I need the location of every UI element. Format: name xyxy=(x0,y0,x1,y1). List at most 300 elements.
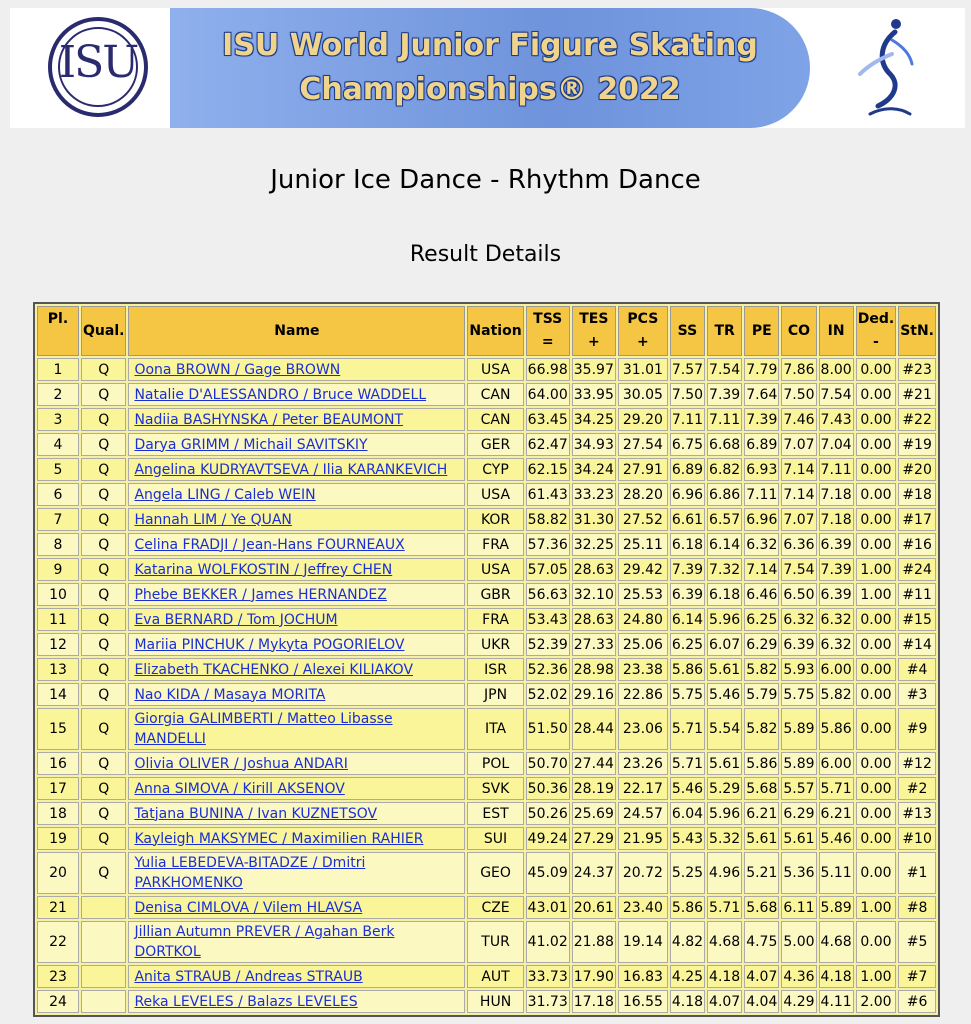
skater-link[interactable]: Natalie D'ALESSANDRO / Bruce WADDELL xyxy=(134,386,427,403)
co-cell: 6.50 xyxy=(781,583,816,606)
tes-cell: 28.19 xyxy=(572,777,616,800)
name-cell xyxy=(128,852,465,894)
place-cell: 16 xyxy=(37,752,79,775)
skater-link[interactable]: Elizabeth TKACHENKO / Alexei KILIAKOV xyxy=(134,661,414,678)
name-cell xyxy=(128,358,465,381)
name-cell xyxy=(128,965,465,988)
pe-cell: 4.04 xyxy=(744,990,779,1013)
ss-cell: 7.39 xyxy=(670,558,705,581)
pe-cell: 6.46 xyxy=(744,583,779,606)
tes-cell: 28.44 xyxy=(572,708,616,750)
tes-cell: 35.97 xyxy=(572,358,616,381)
tss-cell: 52.36 xyxy=(526,658,570,681)
qual-cell: Q xyxy=(81,383,126,406)
stn-cell: #17 xyxy=(898,508,936,531)
co-cell: 7.46 xyxy=(781,408,816,431)
pcs-cell: 27.52 xyxy=(618,508,668,531)
co-cell: 6.32 xyxy=(781,608,816,631)
col-tes-symbol: + xyxy=(587,334,600,350)
tr-cell: 5.61 xyxy=(707,752,742,775)
tr-cell: 4.96 xyxy=(707,852,742,894)
tr-cell: 6.82 xyxy=(707,458,742,481)
col-in xyxy=(819,306,854,356)
ss-cell: 6.61 xyxy=(670,508,705,531)
skater-link[interactable]: Oona BROWN / Gage BROWN xyxy=(134,361,341,378)
place-cell: 3 xyxy=(37,408,79,431)
col-in-label: IN xyxy=(827,322,845,339)
place-cell: 5 xyxy=(37,458,79,481)
place-cell: 17 xyxy=(37,777,79,800)
col-tes xyxy=(572,306,616,356)
name-cell xyxy=(128,921,465,963)
name-cell xyxy=(128,433,465,456)
name-cell xyxy=(128,708,465,750)
ded-cell: 0.00 xyxy=(856,777,896,800)
skater-link[interactable]: Denisa CIMLOVA / Vilem HLAVSA xyxy=(134,899,363,916)
in-cell: 5.46 xyxy=(819,827,854,850)
ded-cell: 0.00 xyxy=(856,408,896,431)
co-cell: 7.14 xyxy=(781,458,816,481)
table-row xyxy=(37,827,936,850)
stn-cell: #8 xyxy=(898,896,936,919)
ded-cell: 0.00 xyxy=(856,358,896,381)
nation-cell: SUI xyxy=(467,827,523,850)
pe-cell: 6.25 xyxy=(744,608,779,631)
tr-cell: 6.86 xyxy=(707,483,742,506)
name-cell xyxy=(128,608,465,631)
tr-cell: 6.07 xyxy=(707,633,742,656)
tr-cell: 4.68 xyxy=(707,921,742,963)
co-cell: 7.50 xyxy=(781,383,816,406)
skater-link[interactable]: Angelina KUDRYAVTSEVA / Ilia KARANKEVICH xyxy=(134,461,448,478)
pe-cell: 6.29 xyxy=(744,633,779,656)
col-pcs xyxy=(618,306,668,356)
pcs-cell: 28.20 xyxy=(618,483,668,506)
pe-cell: 7.39 xyxy=(744,408,779,431)
col-co xyxy=(781,306,816,356)
ss-cell: 5.43 xyxy=(670,827,705,850)
col-qual xyxy=(81,306,126,356)
tr-cell: 5.71 xyxy=(707,896,742,919)
ss-cell: 4.25 xyxy=(670,965,705,988)
pcs-cell: 22.17 xyxy=(618,777,668,800)
skater-link[interactable]: Tatjana BUNINA / Ivan KUZNETSOV xyxy=(134,805,378,822)
skater-link[interactable]: Olivia OLIVER / Joshua ANDARI xyxy=(134,755,348,772)
nation-cell: SVK xyxy=(467,777,523,800)
co-cell: 5.61 xyxy=(781,827,816,850)
pe-cell: 4.75 xyxy=(744,921,779,963)
tss-cell: 45.09 xyxy=(526,852,570,894)
qual-cell: Q xyxy=(81,658,126,681)
col-nation-label: Nation xyxy=(469,322,522,339)
nation-cell: GEO xyxy=(467,852,523,894)
ded-cell: 0.00 xyxy=(856,433,896,456)
skater-link[interactable]: Anna SIMOVA / Kirill AKSENOV xyxy=(134,780,345,797)
results-body xyxy=(37,358,936,1013)
in-cell: 7.11 xyxy=(819,458,854,481)
tr-cell: 5.96 xyxy=(707,802,742,825)
table-row xyxy=(37,896,936,919)
ss-cell: 6.04 xyxy=(670,802,705,825)
pcs-cell: 22.86 xyxy=(618,683,668,706)
tes-cell: 24.37 xyxy=(572,852,616,894)
nation-cell: EST xyxy=(467,802,523,825)
qual-cell: Q xyxy=(81,558,126,581)
ss-cell: 5.75 xyxy=(670,683,705,706)
co-cell: 7.07 xyxy=(781,508,816,531)
skater-link[interactable]: Hannah LIM / Ye QUAN xyxy=(134,511,292,528)
ded-cell: 1.00 xyxy=(856,558,896,581)
name-cell xyxy=(128,827,465,850)
stn-cell: #2 xyxy=(898,777,936,800)
nation-cell: GBR xyxy=(467,583,523,606)
col-stn xyxy=(898,306,936,356)
nation-cell: JPN xyxy=(467,683,523,706)
ded-cell: 2.00 xyxy=(856,990,896,1013)
skater-link[interactable]: Katarina WOLFKOSTIN / Jeffrey CHEN xyxy=(134,561,393,578)
table-header-row xyxy=(37,306,936,356)
tr-cell: 6.18 xyxy=(707,583,742,606)
ss-cell: 6.89 xyxy=(670,458,705,481)
col-nation xyxy=(467,306,523,356)
tes-cell: 27.33 xyxy=(572,633,616,656)
tes-cell: 28.63 xyxy=(572,558,616,581)
pcs-cell: 25.11 xyxy=(618,533,668,556)
place-cell: 11 xyxy=(37,608,79,631)
nation-cell: FRA xyxy=(467,608,523,631)
ss-cell: 5.86 xyxy=(670,658,705,681)
col-co-label: CO xyxy=(787,322,811,339)
stn-cell: #19 xyxy=(898,433,936,456)
qual-cell: Q xyxy=(81,458,126,481)
tss-cell: 53.43 xyxy=(526,608,570,631)
skater-link[interactable]: Giorgia GALIMBERTI / Matteo Libasse MANDELLI xyxy=(134,711,393,747)
co-cell: 6.29 xyxy=(781,802,816,825)
skater-emblem-icon xyxy=(840,14,920,122)
tss-cell: 66.98 xyxy=(526,358,570,381)
co-cell: 5.36 xyxy=(781,852,816,894)
table-row xyxy=(37,752,936,775)
col-tes-label: TES xyxy=(579,311,609,327)
qual-cell xyxy=(81,965,126,988)
table-row xyxy=(37,583,936,606)
pe-cell: 7.79 xyxy=(744,358,779,381)
place-cell: 18 xyxy=(37,802,79,825)
skater-link[interactable]: Angela LING / Caleb WEIN xyxy=(134,486,316,503)
pe-cell: 4.07 xyxy=(744,965,779,988)
section-title: Result Details xyxy=(409,242,562,267)
place-cell: 8 xyxy=(37,533,79,556)
ss-cell: 6.14 xyxy=(670,608,705,631)
ded-cell: 0.00 xyxy=(856,483,896,506)
tes-cell: 29.16 xyxy=(572,683,616,706)
pcs-cell: 24.57 xyxy=(618,802,668,825)
tr-cell: 6.68 xyxy=(707,433,742,456)
co-cell: 5.89 xyxy=(781,752,816,775)
pcs-cell: 31.01 xyxy=(618,358,668,381)
pe-cell: 5.86 xyxy=(744,752,779,775)
nation-cell: CAN xyxy=(467,383,523,406)
table-row xyxy=(37,458,936,481)
name-cell xyxy=(128,508,465,531)
table-row xyxy=(37,533,936,556)
skater-link[interactable]: Celina FRADJI / Jean-Hans FOURNEAUX xyxy=(134,536,405,553)
stn-cell: #14 xyxy=(898,633,936,656)
table-row xyxy=(37,483,936,506)
isu-logo xyxy=(48,17,148,117)
stn-cell: #10 xyxy=(898,827,936,850)
table-row xyxy=(37,802,936,825)
in-cell: 7.43 xyxy=(819,408,854,431)
table-row xyxy=(37,608,936,631)
nation-cell: AUT xyxy=(467,965,523,988)
name-cell xyxy=(128,990,465,1013)
pe-cell: 5.68 xyxy=(744,896,779,919)
tss-cell: 52.39 xyxy=(526,633,570,656)
pe-cell: 5.82 xyxy=(744,658,779,681)
ded-cell: 1.00 xyxy=(856,896,896,919)
skater-link[interactable]: Kayleigh MAKSYMEC / Maximilien RAHIER xyxy=(134,830,424,847)
in-cell: 6.32 xyxy=(819,608,854,631)
table-row xyxy=(37,990,936,1013)
name-cell xyxy=(128,483,465,506)
name-cell xyxy=(128,658,465,681)
nation-cell: UKR xyxy=(467,633,523,656)
pcs-cell: 16.83 xyxy=(618,965,668,988)
nation-cell: USA xyxy=(467,358,523,381)
tes-cell: 27.44 xyxy=(572,752,616,775)
stn-cell: #15 xyxy=(898,608,936,631)
name-cell xyxy=(128,408,465,431)
place-cell: 7 xyxy=(37,508,79,531)
col-tss-label: TSS xyxy=(533,311,563,327)
place-cell: 9 xyxy=(37,558,79,581)
tr-cell: 6.57 xyxy=(707,508,742,531)
co-cell: 5.00 xyxy=(781,921,816,963)
pe-cell: 6.32 xyxy=(744,533,779,556)
tes-cell: 28.63 xyxy=(572,608,616,631)
tss-cell: 43.01 xyxy=(526,896,570,919)
in-cell: 8.00 xyxy=(819,358,854,381)
pe-cell: 5.61 xyxy=(744,827,779,850)
tss-cell: 50.70 xyxy=(526,752,570,775)
stn-cell: #9 xyxy=(898,708,936,750)
qual-cell: Q xyxy=(81,633,126,656)
tss-cell: 62.47 xyxy=(526,433,570,456)
skater-link[interactable]: Yulia LEBEDEVA-BITADZE / Dmitri PARKHOMENKO xyxy=(134,855,366,891)
col-ss-label: SS xyxy=(677,322,698,339)
table-row xyxy=(37,965,936,988)
in-cell: 4.11 xyxy=(819,990,854,1013)
skater-link[interactable]: Nadiia BASHYNSKA / Peter BEAUMONT xyxy=(134,411,404,428)
ss-cell: 5.25 xyxy=(670,852,705,894)
stn-cell: #23 xyxy=(898,358,936,381)
skater-link[interactable]: Reka LEVELES / Balazs LEVELES xyxy=(134,993,358,1010)
nation-cell: CYP xyxy=(467,458,523,481)
table-row xyxy=(37,508,936,531)
skater-link[interactable]: Jillian Autumn PREVER / Agahan Berk DORTKOL xyxy=(134,924,395,960)
pe-cell: 6.96 xyxy=(744,508,779,531)
skater-link[interactable]: Eva BERNARD / Tom JOCHUM xyxy=(134,611,338,628)
tes-cell: 21.88 xyxy=(572,921,616,963)
co-cell: 4.36 xyxy=(781,965,816,988)
tes-cell: 32.10 xyxy=(572,583,616,606)
tes-cell: 34.24 xyxy=(572,458,616,481)
pcs-cell: 29.42 xyxy=(618,558,668,581)
co-cell: 7.07 xyxy=(781,433,816,456)
col-tss-symbol: = xyxy=(541,334,554,350)
place-cell: 2 xyxy=(37,383,79,406)
co-cell: 5.75 xyxy=(781,683,816,706)
in-cell: 5.86 xyxy=(819,708,854,750)
tss-cell: 62.15 xyxy=(526,458,570,481)
ss-cell: 6.25 xyxy=(670,633,705,656)
stn-cell: #11 xyxy=(898,583,936,606)
nation-cell: KOR xyxy=(467,508,523,531)
col-ded-symbol: - xyxy=(873,334,879,350)
stn-cell: #5 xyxy=(898,921,936,963)
co-cell: 4.29 xyxy=(781,990,816,1013)
col-ded xyxy=(856,306,896,356)
skater-link[interactable]: Anita STRAUB / Andreas STRAUB xyxy=(134,968,363,985)
in-cell: 6.21 xyxy=(819,802,854,825)
nation-cell: GER xyxy=(467,433,523,456)
tes-cell: 31.30 xyxy=(572,508,616,531)
col-tss xyxy=(526,306,570,356)
nation-cell: CZE xyxy=(467,896,523,919)
qual-cell xyxy=(81,990,126,1013)
tes-cell: 33.23 xyxy=(572,483,616,506)
table-row xyxy=(37,383,936,406)
col-name xyxy=(128,306,465,356)
ss-cell: 5.86 xyxy=(670,896,705,919)
qual-cell: Q xyxy=(81,408,126,431)
banner-title-line1: ISU World Junior Figure Skating xyxy=(222,28,758,63)
ded-cell: 0.00 xyxy=(856,633,896,656)
tr-cell: 7.32 xyxy=(707,558,742,581)
pe-cell: 7.64 xyxy=(744,383,779,406)
table-row xyxy=(37,633,936,656)
ss-cell: 7.11 xyxy=(670,408,705,431)
table-row xyxy=(37,558,936,581)
pe-cell: 5.21 xyxy=(744,852,779,894)
name-cell xyxy=(128,558,465,581)
tss-cell: 49.24 xyxy=(526,827,570,850)
table-row xyxy=(37,408,936,431)
tr-cell: 5.29 xyxy=(707,777,742,800)
tr-cell: 4.18 xyxy=(707,965,742,988)
tr-cell: 5.96 xyxy=(707,608,742,631)
stn-cell: #21 xyxy=(898,383,936,406)
qual-cell: Q xyxy=(81,852,126,894)
ded-cell: 0.00 xyxy=(856,683,896,706)
qual-cell: Q xyxy=(81,802,126,825)
pcs-cell: 23.06 xyxy=(618,708,668,750)
in-cell: 6.00 xyxy=(819,752,854,775)
qual-cell: Q xyxy=(81,683,126,706)
nation-cell: HUN xyxy=(467,990,523,1013)
pcs-cell: 25.53 xyxy=(618,583,668,606)
in-cell: 7.39 xyxy=(819,558,854,581)
co-cell: 5.57 xyxy=(781,777,816,800)
pcs-cell: 23.26 xyxy=(618,752,668,775)
tss-cell: 41.02 xyxy=(526,921,570,963)
header-banner xyxy=(10,8,965,128)
in-cell: 7.04 xyxy=(819,433,854,456)
logo-text: ISU xyxy=(58,37,138,88)
qual-cell: Q xyxy=(81,508,126,531)
col-pcs-symbol: + xyxy=(636,334,649,350)
stn-cell: #20 xyxy=(898,458,936,481)
in-cell: 6.39 xyxy=(819,583,854,606)
stn-cell: #4 xyxy=(898,658,936,681)
table-row xyxy=(37,658,936,681)
qual-cell: Q xyxy=(81,827,126,850)
pe-cell: 6.93 xyxy=(744,458,779,481)
nation-cell: TUR xyxy=(467,921,523,963)
pe-cell: 7.11 xyxy=(744,483,779,506)
col-place xyxy=(37,306,79,356)
col-stn-label: StN. xyxy=(900,322,934,339)
banner-title-line2: Championships® 2022 xyxy=(299,72,681,107)
co-cell: 5.93 xyxy=(781,658,816,681)
ded-cell: 1.00 xyxy=(856,583,896,606)
in-cell: 6.39 xyxy=(819,533,854,556)
tr-cell: 5.61 xyxy=(707,658,742,681)
col-pcs-label: PCS xyxy=(627,311,659,327)
name-cell xyxy=(128,458,465,481)
skater-link[interactable]: Darya GRIMM / Michail SAVITSKIY xyxy=(134,436,368,453)
tss-cell: 58.82 xyxy=(526,508,570,531)
tss-cell: 57.05 xyxy=(526,558,570,581)
pcs-cell: 16.55 xyxy=(618,990,668,1013)
pcs-cell: 30.05 xyxy=(618,383,668,406)
in-cell: 4.68 xyxy=(819,921,854,963)
tes-cell: 17.90 xyxy=(572,965,616,988)
stn-cell: #3 xyxy=(898,683,936,706)
nation-cell: POL xyxy=(467,752,523,775)
co-cell: 7.54 xyxy=(781,558,816,581)
results-table xyxy=(33,302,940,1017)
ss-cell: 5.71 xyxy=(670,752,705,775)
table-row xyxy=(37,358,936,381)
ded-cell: 0.00 xyxy=(856,827,896,850)
tss-cell: 64.00 xyxy=(526,383,570,406)
name-cell xyxy=(128,633,465,656)
ss-cell: 4.18 xyxy=(670,990,705,1013)
place-cell: 6 xyxy=(37,483,79,506)
table-row xyxy=(37,777,936,800)
tes-cell: 34.93 xyxy=(572,433,616,456)
col-name-label: Name xyxy=(274,322,320,339)
stn-cell: #24 xyxy=(898,558,936,581)
skater-link[interactable]: Nao KIDA / Masaya MORITA xyxy=(134,686,326,703)
col-pe-label: PE xyxy=(751,322,772,339)
pcs-cell: 29.20 xyxy=(618,408,668,431)
in-cell: 5.71 xyxy=(819,777,854,800)
pe-cell: 6.21 xyxy=(744,802,779,825)
stn-cell: #7 xyxy=(898,965,936,988)
tes-cell: 33.95 xyxy=(572,383,616,406)
col-place-label: Pl. xyxy=(47,311,69,327)
ded-cell: 0.00 xyxy=(856,608,896,631)
page-title: Junior Ice Dance - Rhythm Dance xyxy=(270,165,701,195)
tes-cell: 27.29 xyxy=(572,827,616,850)
name-cell xyxy=(128,777,465,800)
skater-link[interactable]: Phebe BEKKER / James HERNANDEZ xyxy=(134,586,387,603)
ss-cell: 5.71 xyxy=(670,708,705,750)
skater-link[interactable]: Mariia PINCHUK / Mykyta POGORIELOV xyxy=(134,636,405,653)
